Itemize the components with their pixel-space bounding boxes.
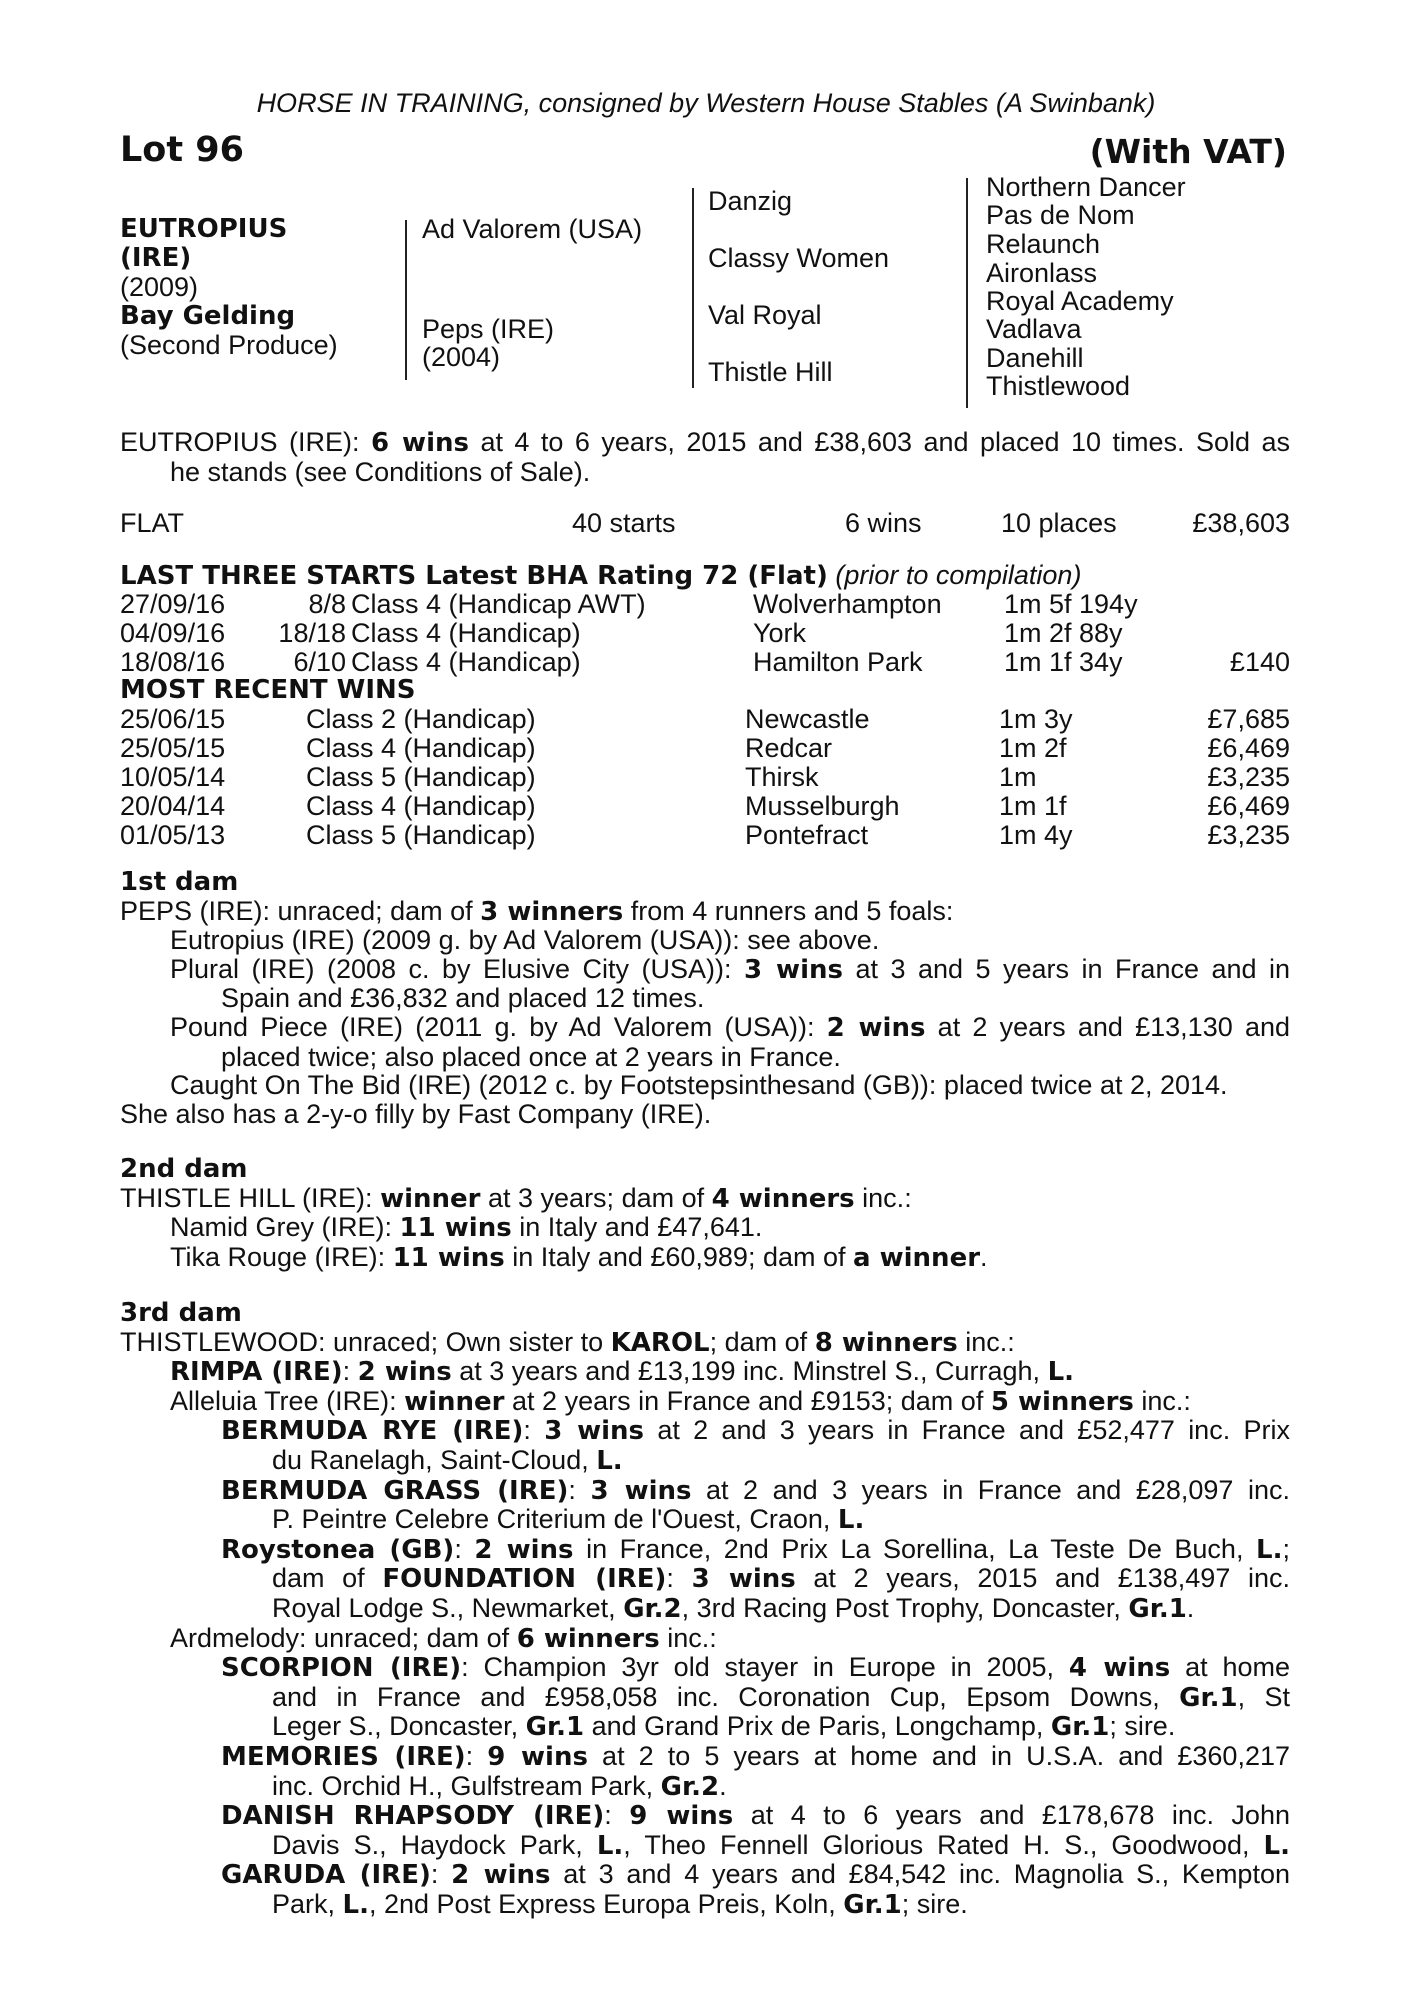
flat-places: 10 places <box>1001 508 1117 538</box>
progeny-wins: 4 wins <box>1068 1653 1171 1684</box>
race-grade: Gr.1 <box>1179 1682 1238 1713</box>
progeny-name: FOUNDATION (IRE) <box>382 1564 667 1595</box>
start-distance: 1m 5f 194y <box>1004 589 1138 619</box>
progeny-text: dam of <box>272 1563 365 1594</box>
win-date: 25/05/15 <box>120 733 226 763</box>
recent-wins-heading: MOST RECENT WINS <box>120 675 416 705</box>
progeny-winners: 6 winners <box>516 1623 660 1654</box>
pedigree-dam: Peps (IRE) <box>422 314 555 344</box>
start-position: 6/10 <box>293 647 346 677</box>
second-dam-section <box>120 1155 1290 1272</box>
race-grade: Gr.2 <box>623 1593 682 1624</box>
vat-status: (With VAT) <box>1089 132 1287 171</box>
race-grade: Gr.1 <box>1050 1712 1110 1743</box>
progeny-wins: 11 wins <box>399 1213 512 1244</box>
win-course: Thirsk <box>745 762 819 792</box>
progeny-text: Ardmelody: unraced; dam of <box>170 1622 510 1653</box>
race-grade: Gr.1 <box>843 1889 902 1920</box>
progeny-name: DANISH RHAPSODY (IRE) <box>221 1801 605 1832</box>
summary-name: EUTROPIUS (IRE): <box>120 427 360 457</box>
start-course: York <box>753 618 807 648</box>
first-dam-intro-rest: from 4 runners and 5 foals: <box>630 895 954 926</box>
punctuation: . <box>980 1241 988 1272</box>
race-grade: L. <box>1047 1357 1075 1388</box>
progeny-text: inc. Orchid H., Gulfstream Park, <box>272 1770 654 1801</box>
win-race: Class 5 (Handicap) <box>306 762 536 792</box>
progeny-text: P. Peintre Celebre Criterium de l'Ouest, Craon, <box>272 1504 831 1535</box>
start-course: Wolverhampton <box>753 589 942 619</box>
win-date: 10/05/14 <box>120 762 226 792</box>
progeny-wins: 3 wins <box>691 1564 796 1595</box>
horse-produce: (Second Produce) <box>120 330 338 360</box>
win-race: Class 2 (Handicap) <box>306 704 536 734</box>
progeny-name: RIMPA (IRE) <box>170 1357 343 1388</box>
dam-text: at 3 years; dam of <box>488 1182 705 1213</box>
first-dam-section <box>120 868 1290 1128</box>
progeny-wins: 11 wins <box>392 1242 505 1273</box>
win-distance: 1m 2f <box>999 733 1067 763</box>
progeny-line: Eutropius (IRE) (2009 g. by Ad Valorem (USA)): see above. <box>170 925 880 956</box>
start-race: Class 4 (Handicap) <box>351 647 581 677</box>
punctuation: . <box>719 1770 727 1801</box>
pedigree-grandparent: Danzig <box>708 186 793 216</box>
punctuation: : <box>568 1474 576 1505</box>
progeny-text: at 2 years, 2015 and £138,497 inc. <box>813 1563 1290 1594</box>
win-distance: 1m 3y <box>999 704 1073 734</box>
progeny-wins: 9 wins <box>629 1801 734 1832</box>
progeny-wins: 3 wins <box>544 1416 645 1447</box>
start-prize: £140 <box>1229 647 1290 677</box>
dam-text: ; dam of <box>709 1326 808 1357</box>
dam-name: THISTLEWOOD: unraced; Own sister to <box>120 1326 604 1357</box>
lot-number: Lot 96 <box>120 130 244 170</box>
progeny-text: in Italy and £60,989; dam of <box>512 1241 846 1272</box>
last-three-heading <box>120 560 1081 591</box>
win-course: Musselburgh <box>745 791 900 821</box>
pedigree-sire: Ad Valorem (USA) <box>422 214 643 244</box>
progeny-line: Caught On The Bid (IRE) (2012 c. by Footstepsinthesand (GB)): placed twice at 2, 2014. <box>170 1070 1228 1101</box>
progeny-text: ; sire. <box>901 1888 968 1919</box>
win-distance: 1m <box>999 762 1037 792</box>
pedigree-great-grandparent: Danehill <box>986 343 1084 373</box>
consignment-line: HORSE IN TRAINING, consigned by Western House Stables (A Swinbank) <box>256 88 1156 118</box>
punctuation: . <box>1186 1592 1195 1623</box>
dam-winners: 4 winners <box>711 1183 855 1214</box>
progeny-text: and Grand Prix de Paris, Longchamp, <box>591 1711 1044 1742</box>
progeny-text: in France, 2nd Prix La Sorellina, La Teste De Buch, <box>586 1533 1244 1564</box>
win-distance: 1m 1f <box>999 791 1067 821</box>
progeny-line: placed twice; also placed once at 2 years in France. <box>221 1041 841 1072</box>
progeny-line: She also has a 2-y-o filly by Fast Company (IRE). <box>120 1098 712 1129</box>
progeny-name: GARUDA (IRE) <box>221 1860 431 1891</box>
first-dam-winners: 3 winners <box>480 896 624 927</box>
start-distance: 1m 1f 34y <box>1004 647 1123 677</box>
start-date: 04/09/16 <box>120 618 226 648</box>
third-dam-heading: 3rd dam <box>120 1298 242 1328</box>
pedigree-dam-year: (2004) <box>422 342 501 372</box>
win-prize: £6,469 <box>1207 733 1290 763</box>
first-dam-heading: 1st dam <box>120 867 239 897</box>
dam-winners: 8 winners <box>814 1327 958 1358</box>
progeny-text: and in France and £958,058 inc. Coronation Cup, Epsom Downs, <box>272 1681 1160 1712</box>
pedigree-grandparent: Classy Women <box>708 243 890 273</box>
pedigree-line <box>966 178 968 408</box>
progeny-text: , Theo Fennell Glorious Rated H. S., Goodwood, <box>623 1829 1250 1860</box>
punctuation: : <box>454 1533 462 1564</box>
pedigree-great-grandparent: Relaunch <box>986 229 1101 259</box>
progeny-name: BERMUDA RYE (IRE) <box>221 1416 524 1447</box>
punctuation: : <box>342 1356 351 1387</box>
win-date: 25/06/15 <box>120 704 226 734</box>
race-grade: L. <box>596 1830 624 1861</box>
race-grade: L. <box>1256 1534 1283 1565</box>
race-grade: Gr.1 <box>525 1712 585 1743</box>
pedigree-great-grandparent: Vadlava <box>986 314 1082 344</box>
dam-winner: winner <box>380 1183 481 1214</box>
progeny-name: Tika Rouge (IRE): <box>170 1241 386 1272</box>
progeny-text: at 4 to 6 years and £178,678 inc. John <box>750 1800 1290 1831</box>
race-grade: L. <box>342 1889 369 1920</box>
progeny-text: at 3 years and £13,199 inc. Minstrel S., Curragh, <box>459 1356 1041 1387</box>
progeny-text: Park, <box>272 1888 336 1919</box>
win-prize: £3,235 <box>1207 820 1290 850</box>
progeny-winner: a winner <box>853 1242 981 1273</box>
pedigree-great-grandparent: Aironlass <box>986 258 1098 288</box>
progeny-wins: 3 wins <box>590 1475 692 1506</box>
start-date: 18/08/16 <box>120 647 226 677</box>
dam-text: inc.: <box>862 1182 912 1213</box>
progeny-wins: 2 wins <box>826 1012 926 1043</box>
win-distance: 1m 4y <box>999 820 1073 850</box>
start-date: 27/09/16 <box>120 589 226 619</box>
pedigree-great-grandparent: Royal Academy <box>986 286 1174 316</box>
progeny-winner: winner <box>404 1386 505 1417</box>
progeny-text: at 2 and 3 years in France and £28,097 inc. <box>706 1474 1290 1505</box>
progeny-name: SCORPION (IRE) <box>221 1653 462 1684</box>
win-prize: £6,469 <box>1207 791 1290 821</box>
progeny-text: inc.: <box>667 1622 717 1653</box>
progeny-name: MEMORIES (IRE) <box>221 1741 466 1772</box>
progeny-text: at 2 to 5 years at home and in U.S.A. and £360,217 <box>602 1740 1290 1771</box>
progeny-text: Royal Lodge S., Newmarket, <box>272 1592 616 1623</box>
flat-label: FLAT <box>120 508 185 538</box>
progeny-wins: 2 wins <box>474 1534 574 1565</box>
punctuation: ; <box>1282 1533 1290 1564</box>
win-date: 01/05/13 <box>120 820 226 850</box>
horse-suffix: (IRE) <box>120 243 192 273</box>
progeny-text: ; sire. <box>1109 1711 1176 1742</box>
progeny-wins: 9 wins <box>487 1741 588 1772</box>
win-race: Class 5 (Handicap) <box>306 820 536 850</box>
progeny-text: du Ranelagh, Saint-Cloud, <box>272 1444 589 1475</box>
pedigree-line <box>405 220 407 380</box>
progeny-text: : Champion 3yr old stayer in Europe in 2005, <box>461 1652 1055 1683</box>
progeny-name: Alleluia Tree (IRE): <box>170 1385 397 1416</box>
progeny-winners: 5 winners <box>990 1386 1134 1417</box>
last-three-note: (prior to compilation) <box>835 560 1082 590</box>
progeny-line: Spain and £36,832 and placed 12 times. <box>221 983 705 1014</box>
punctuation: : <box>523 1415 531 1446</box>
start-course: Hamilton Park <box>753 647 923 677</box>
summary-wins: 6 wins <box>370 428 469 458</box>
pedigree-grandparent: Thistle Hill <box>708 357 833 387</box>
progeny-name: Pound Piece (IRE) (2011 g. by Ad Valorem (USA)): <box>170 1011 815 1042</box>
horse-name: EUTROPIUS <box>120 214 288 244</box>
dam-name: THISTLE HILL (IRE): <box>120 1182 373 1213</box>
pedigree-great-grandparent: Pas de Nom <box>986 200 1135 230</box>
race-grade: L. <box>837 1505 865 1536</box>
race-grade: Gr.1 <box>1128 1593 1187 1624</box>
progeny-name: Roystonea (GB) <box>221 1534 455 1565</box>
progeny-text: at 2 and 3 years in France and £52,477 inc. Prix <box>657 1415 1290 1446</box>
progeny-text: at 2 years in France and £9153; dam of <box>512 1385 984 1416</box>
progeny-text: at 2 years and £13,130 and <box>937 1011 1290 1042</box>
flat-starts: 40 starts <box>572 508 676 538</box>
second-dam-heading: 2nd dam <box>120 1154 248 1184</box>
pedigree-great-grandparent: Northern Dancer <box>986 172 1186 202</box>
pedigree-grandparent: Val Royal <box>708 300 822 330</box>
win-prize: £7,685 <box>1207 704 1290 734</box>
progeny-name: Namid Grey (IRE): <box>170 1212 393 1243</box>
punctuation: : <box>604 1800 612 1831</box>
progeny-text: , 3rd Racing Post Trophy, Doncaster, <box>681 1592 1121 1623</box>
win-race: Class 4 (Handicap) <box>306 791 536 821</box>
summary-text: at 4 to 6 years, 2015 and £38,603 and placed 10 times. Sold as <box>480 427 1290 457</box>
horse-sex: Bay Gelding <box>120 301 296 331</box>
race-summary <box>120 428 1290 486</box>
win-course: Pontefract <box>745 820 869 850</box>
flat-prize: £38,603 <box>1192 508 1290 538</box>
win-race: Class 4 (Handicap) <box>306 733 536 763</box>
progeny-text: , 2nd Post Express Europa Preis, Koln, <box>369 1888 836 1919</box>
start-position: 8/8 <box>308 589 346 619</box>
start-race: Class 4 (Handicap AWT) <box>351 589 646 619</box>
progeny-text: at 3 and 4 years and £84,542 inc. Magnolia S., Kempton <box>563 1859 1290 1890</box>
progeny-text: Leger S., Doncaster, <box>272 1711 519 1742</box>
start-distance: 1m 2f 88y <box>1004 618 1123 648</box>
progeny-text: at home <box>1185 1652 1290 1683</box>
win-course: Newcastle <box>745 704 870 734</box>
pedigree-line <box>692 188 694 388</box>
progeny-wins: 2 wins <box>451 1860 551 1891</box>
third-dam-section <box>120 1299 1290 1919</box>
progeny-text: at 3 and 5 years in France and in <box>855 953 1290 984</box>
pedigree-great-grandparent: Thistlewood <box>986 371 1131 401</box>
punctuation: : <box>465 1740 474 1771</box>
win-course: Redcar <box>745 733 833 763</box>
win-prize: £3,235 <box>1207 762 1290 792</box>
race-grade: L. <box>1263 1830 1290 1861</box>
progeny-text: inc.: <box>1141 1385 1191 1416</box>
horse-year: (2009) <box>120 272 199 302</box>
first-dam-intro: PEPS (IRE): unraced; dam of <box>120 895 473 926</box>
win-date: 20/04/14 <box>120 791 226 821</box>
progeny-name: BERMUDA GRASS (IRE) <box>221 1475 569 1506</box>
dam-text: inc.: <box>965 1326 1015 1357</box>
progeny-wins: 2 wins <box>357 1357 452 1388</box>
punctuation: : <box>666 1563 674 1594</box>
start-position: 18/18 <box>278 618 346 648</box>
progeny-name: Plural (IRE) (2008 c. by Elusive City (USA)): <box>170 953 732 984</box>
progeny-text: , St <box>1237 1681 1290 1712</box>
progeny-text: Davis S., Haydock Park, <box>272 1829 583 1860</box>
sibling-name: KAROL <box>610 1327 710 1358</box>
flat-wins: 6 wins <box>845 508 922 538</box>
last-three-title: LAST THREE STARTS Latest BHA Rating 72 (Flat) <box>120 561 828 591</box>
race-grade: Gr.2 <box>660 1771 720 1802</box>
summary-line: he stands (see Conditions of Sale). <box>170 456 591 487</box>
progeny-wins: 3 wins <box>743 954 843 985</box>
progeny-text: in Italy and £47,641. <box>519 1212 763 1243</box>
race-grade: L. <box>596 1445 623 1476</box>
punctuation: : <box>430 1859 439 1890</box>
start-race: Class 4 (Handicap) <box>351 618 581 648</box>
